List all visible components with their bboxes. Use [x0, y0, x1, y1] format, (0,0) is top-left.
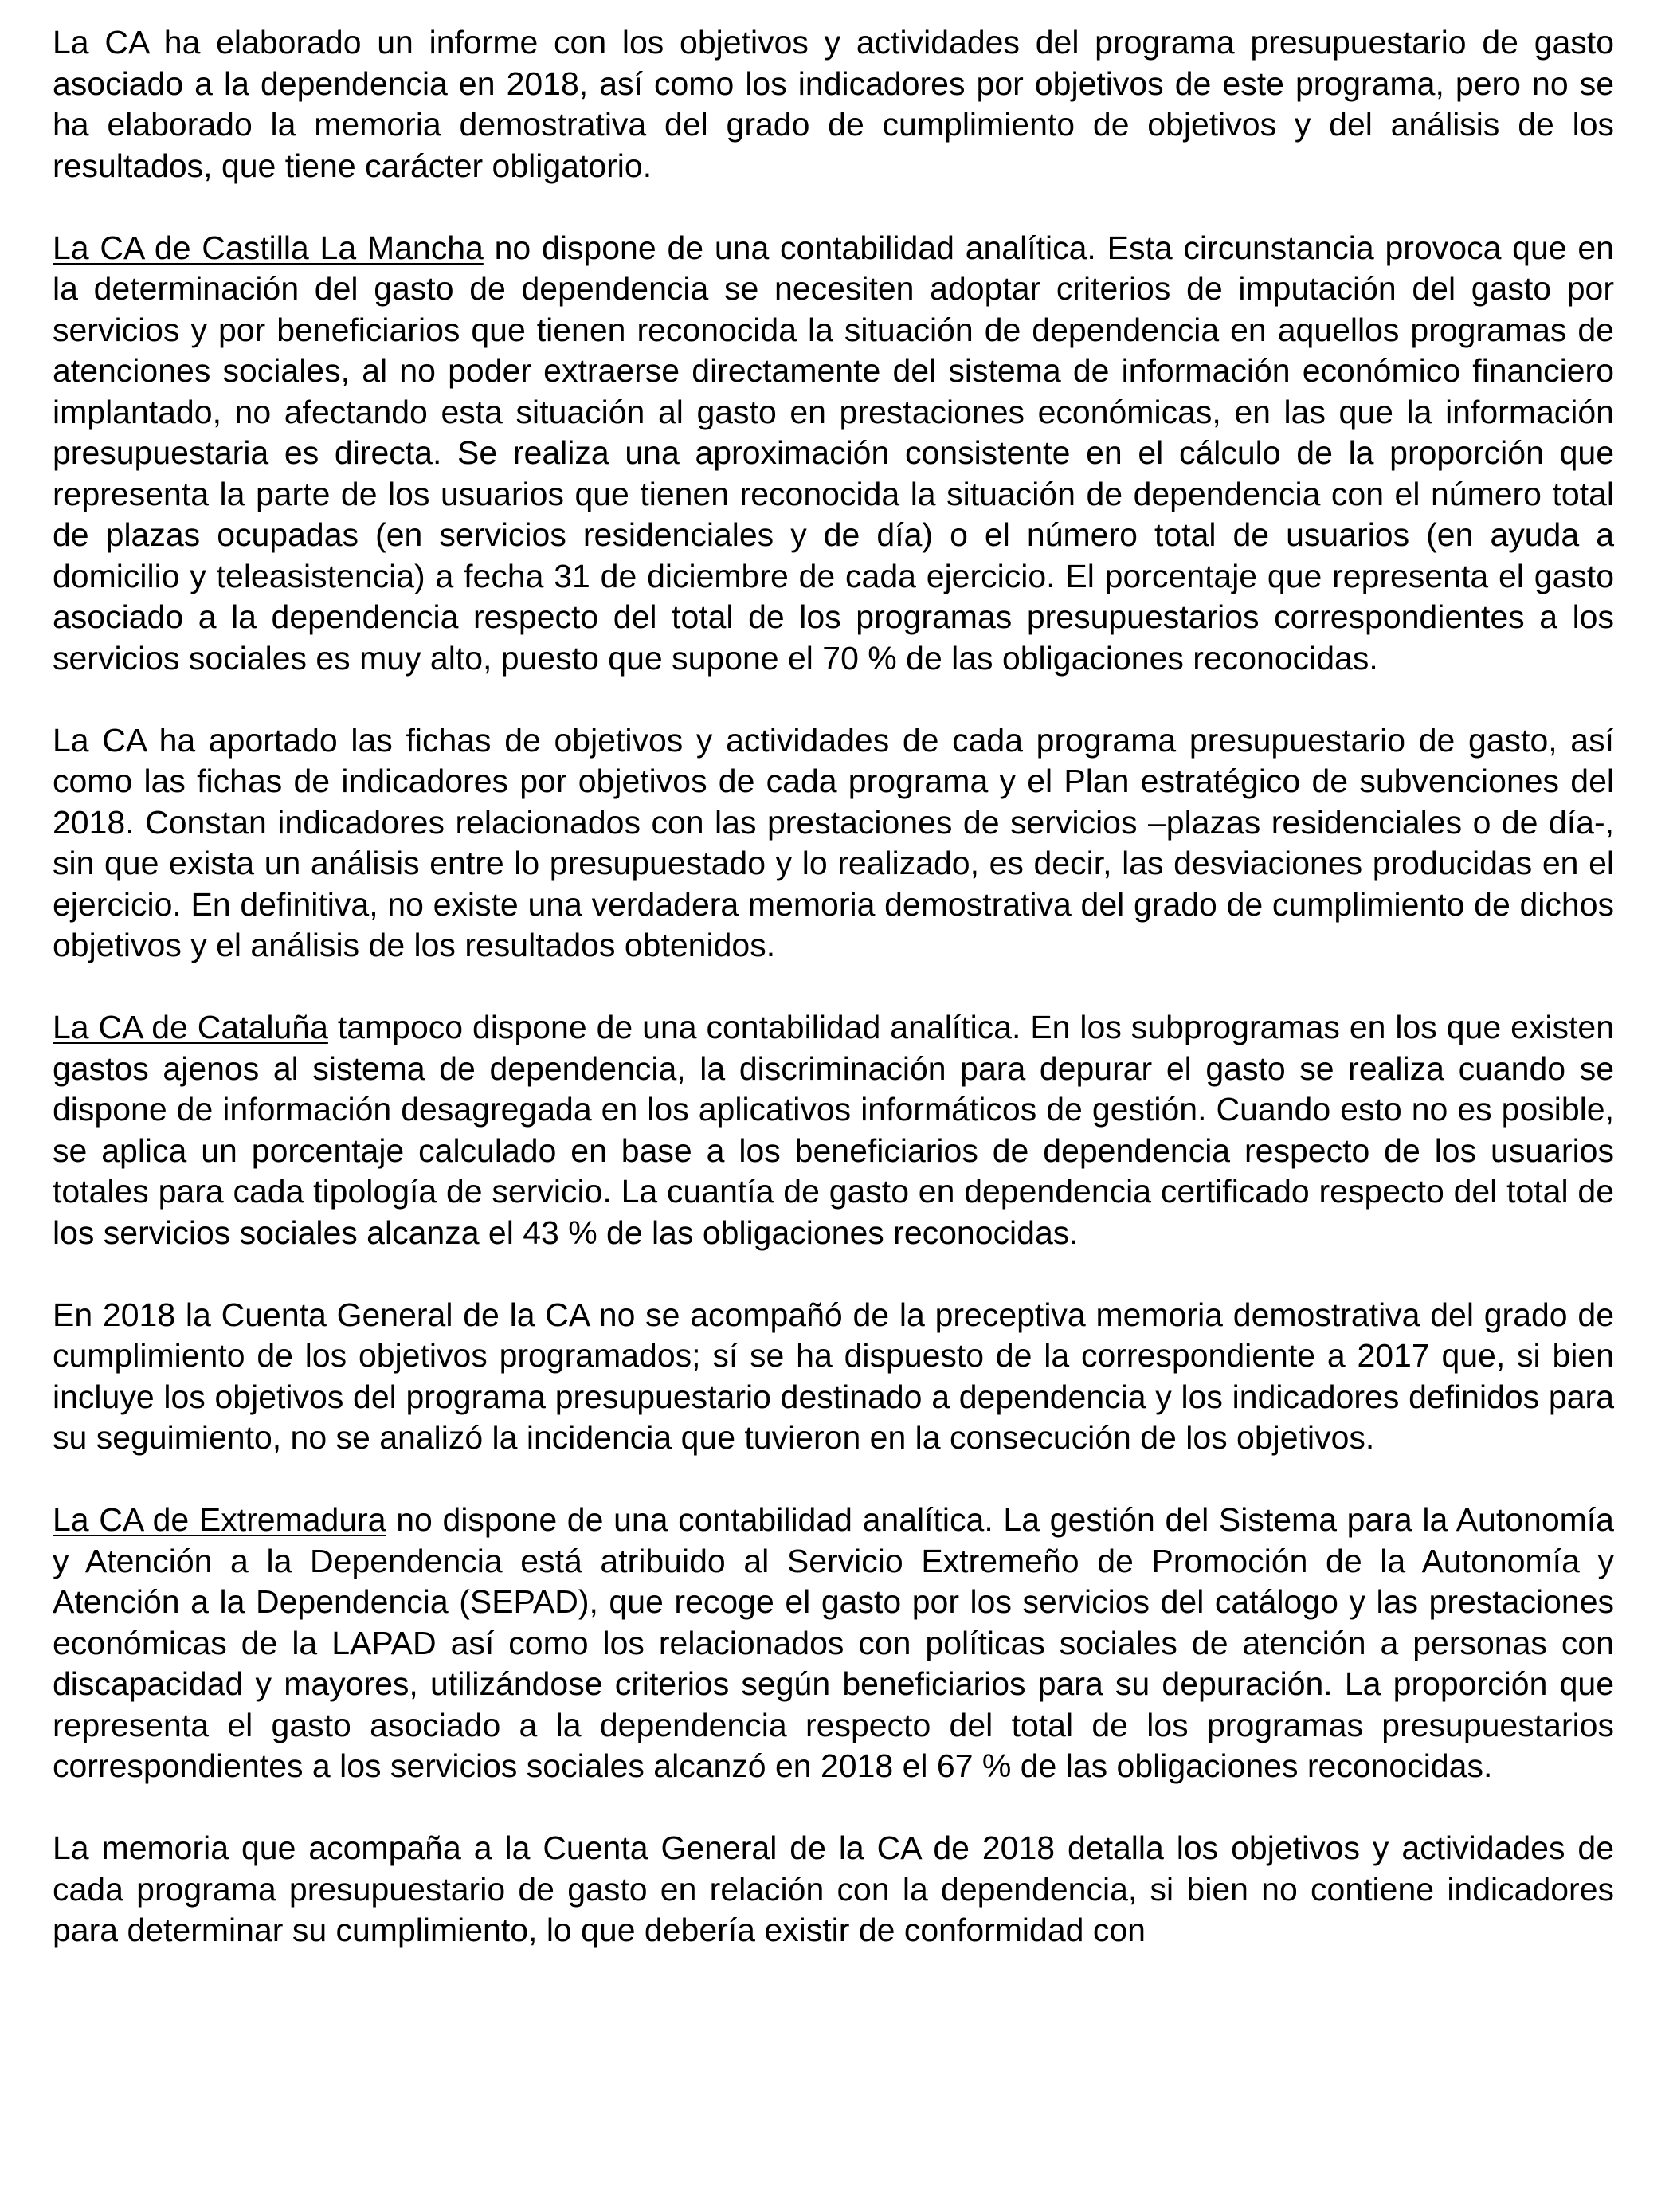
paragraph-3 [53, 720, 1614, 967]
paragraph-2-underlined-lead: La CA de Castilla La Mancha [53, 229, 484, 266]
paragraph-3-text: La CA ha aportado las fichas de objetivos y actividades de cada programa presupuestario de gasto, así como las fichas de indicadores por objetivos de cada programa y el Plan estratégico de subvenciones del 2018. Constan indicadores relacionados con las prestaciones de servicios –plazas residenciales o de día-, sin que exista un análisis entre lo presupuestado y lo realizado, es decir, las desviaciones producidas en el ejercicio. En definitiva, no existe una verdadera memoria demostrativa del grado de cumplimiento de dichos objetivos y el análisis de los resultados obtenidos. [53, 721, 1614, 963]
paragraph-2 [53, 228, 1614, 680]
paragraph-5 [53, 1295, 1614, 1459]
paragraph-7-text: La memoria que acompaña a la Cuenta General de la CA de 2018 detalla los objetivos y actividades de cada programa presupuestario de gasto en relación con la dependencia, si bien no contiene indicadores para determinar su cumplimiento, lo que debería existir de conformidad con [53, 1830, 1614, 1948]
paragraph-1-text: La CA ha elaborado un informe con los objetivos y actividades del programa presupuestario de gasto asociado a la dependencia en 2018, así como los indicadores por objetivos de este programa, pero no se ha elaborado la memoria demostrativa del grado de cumplimiento de objetivos y del análisis de los resultados, que tiene carácter obligatorio. [53, 24, 1614, 184]
document-page [53, 22, 1614, 1951]
paragraph-6 [53, 1500, 1614, 1787]
paragraph-6-text: no dispone de una contabilidad analítica. La gestión del Sistema para la Autonomía y Atención a la Dependencia está atribuido al Servicio Extremeño de Promoción de la Autonomía y Atención a la Dependencia (SEPAD), que recoge el gasto por los servicios del catálogo y las prestaciones económicas de la LAPAD así como los relacionados con políticas sociales de atención a personas con discapacidad y mayores, utilizándose criterios según beneficiarios para su depuración. La proporción que representa el gasto asociado a la dependencia respecto del total de los programas presupuestarios correspondientes a los servicios sociales alcanzó en 2018 el 67 % de las obligaciones reconocidas. [53, 1501, 1614, 1784]
paragraph-4 [53, 1007, 1614, 1253]
paragraph-5-text: En 2018 la Cuenta General de la CA no se acompañó de la preceptiva memoria demostrativa del grado de cumplimiento de los objetivos programados; sí se ha dispuesto de la correspondiente a 2017 que, si bien incluye los objetivos del programa presupuestario destinado a dependencia y los indicadores definidos para su seguimiento, no se analizó la incidencia que tuvieron en la consecución de los objetivos. [53, 1296, 1614, 1456]
paragraph-2-text: no dispone de una contabilidad analítica. Esta circunstancia provoca que en la determinación del gasto de dependencia se necesiten adoptar criterios de imputación del gasto por servicios y por beneficiarios que tienen reconocida la situación de dependencia en aquellos programas de atenciones sociales, al no poder extraerse directamente del sistema de información económico financiero implantado, no afectando esta situación al gasto en prestaciones económicas, en las que la información presupuestaria es directa. Se realiza una aproximación consistente en el cálculo de la proporción que representa la parte de los usuarios que tienen reconocida la situación de dependencia con el número total de plazas ocupadas (en servicios residenciales y de día) o el número total de usuarios (en ayuda a domicilio y teleasistencia) a fecha 31 de diciembre de cada ejercicio. El porcentaje que representa el gasto asociado a la dependencia respecto del total de los programas presupuestarios correspondientes a los servicios sociales es muy alto, puesto que supone el 70 % de las obligaciones reconocidas. [53, 229, 1614, 677]
paragraph-4-underlined-lead: La CA de Cataluña [53, 1009, 328, 1045]
paragraph-6-underlined-lead: La CA de Extremadura [53, 1501, 386, 1538]
paragraph-1 [53, 22, 1614, 186]
paragraph-7 [53, 1828, 1614, 1951]
paragraph-4-text: tampoco dispone de una contabilidad analítica. En los subprogramas en los que existen gastos ajenos al sistema de dependencia, la discriminación para depurar el gasto se realiza cuando se dispone de información desagregada en los aplicativos informáticos de gestión. Cuando esto no es posible, se aplica un porcentaje calculado en base a los beneficiarios de dependencia respecto de los usuarios totales para cada tipología de servicio. La cuantía de gasto en dependencia certificado respecto del total de los servicios sociales alcanza el 43 % de las obligaciones reconocidas. [53, 1009, 1614, 1251]
